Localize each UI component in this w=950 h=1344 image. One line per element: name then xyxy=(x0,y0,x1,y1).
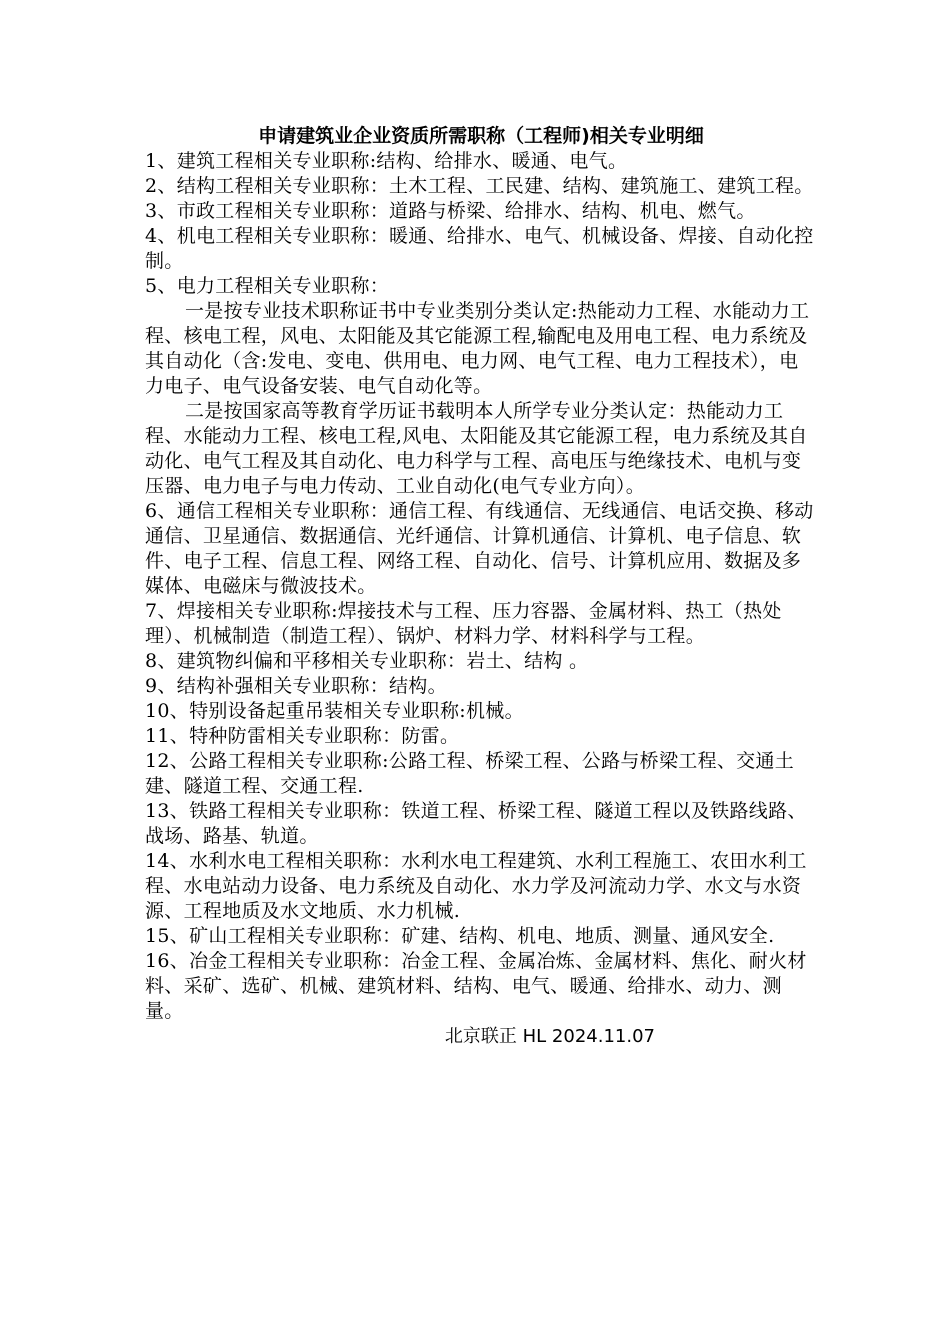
list-item-10: 10、特别设备起重吊装相关专业职称:机械。 xyxy=(145,700,524,722)
list-item-15: 15、矿山工程相关专业职称：矿建、结构、机电、地质、测量、通风安全. xyxy=(145,925,775,947)
list-item-16: 16、冶金工程相关专业职称：冶金工程、金属冶炼、金属材料、焦化、耐火材料、采矿、选矿、机械、建筑材料、结构、电气、暖通、给排水、动力、测量。 xyxy=(145,950,807,1022)
document-body xyxy=(145,124,817,1050)
signature-line: 北京联正 HL 2024.11.07 xyxy=(444,1026,655,1047)
list-item-2: 2、结构工程相关专业职称：土木工程、工民建、结构、建筑施工、建筑工程。 xyxy=(145,175,814,197)
list-item-5-part-1: 一是按专业技术职称证书中专业类别分类认定:热能动力工程、水能动力工程、核电工程，风电、太阳能及其它能源工程,输配电及用电工程、电力系统及其自动化（含:发电、变电、供用电、电力网、电气工程、电力工程技术），电力电子、电气设备安装、电气自动化等。 xyxy=(145,300,810,397)
list-item-5: 5、电力工程相关专业职称： xyxy=(145,275,389,297)
list-item-1: 1、建筑工程相关专业职称:结构、给排水、暖通、电气。 xyxy=(145,150,628,172)
list-item-8: 8、建筑物纠偏和平移相关专业职称：岩土、结构 。 xyxy=(145,650,589,672)
list-item-9: 9、结构补强相关专业职称：结构。 xyxy=(145,675,447,697)
list-item-11: 11、特种防雷相关专业职称：防雷。 xyxy=(145,725,460,747)
list-item-5-part-2: 二是按国家高等教育学历证书载明本人所学专业分类认定：热能动力工程、水能动力工程、核电工程,风电、太阳能及其它能源工程，电力系统及其自动化、电气工程及其自动化、电力科学与工程、高电压与绝缘技术、电机与变压器、电力电子与电力传动、工业自动化(电气专业方向）。 xyxy=(145,400,808,497)
list-item-3: 3、市政工程相关专业职称：道路与桥梁、给排水、结构、机电、燃气。 xyxy=(145,200,756,222)
list-item-7: 7、焊接相关专业职称:焊接技术与工程、压力容器、金属材料、热工（热处理）、机械制造（制造工程）、锅炉、材料力学、材料科学与工程。 xyxy=(145,600,782,647)
document-title: 申请建筑业企业资质所需职称（工程师)相关专业明细 xyxy=(258,125,704,147)
list-item-6: 6、通信工程相关专业职称：通信工程、有线通信、无线通信、电话交换、移动通信、卫星通信、数据通信、光纤通信、计算机通信、计算机、电子信息、软件、电子工程、信息工程、网络工程、自动化、信号、计算机应用、数据及多媒体、电磁床与微波技术。 xyxy=(145,500,814,597)
list-item-14: 14、水利水电工程相关职称：水利水电工程建筑、水利工程施工、农田水利工程、水电站动力设备、电力系统及自动化、水力学及河流动力学、水文与水资源、工程地质及水文地质、水力机械. xyxy=(145,850,807,922)
list-item-13: 13、铁路工程相关专业职称：铁道工程、桥梁工程、隧道工程以及铁路线路、战场、路基、轨道。 xyxy=(145,800,807,847)
list-item-12: 12、公路工程相关专业职称:公路工程、桥梁工程、公路与桥梁工程、交通土建、隧道工程、交通工程. xyxy=(145,750,795,797)
list-item-4: 4、机电工程相关专业职称：暖通、给排水、电气、机械设备、焊接、自动化控制。 xyxy=(145,225,814,272)
